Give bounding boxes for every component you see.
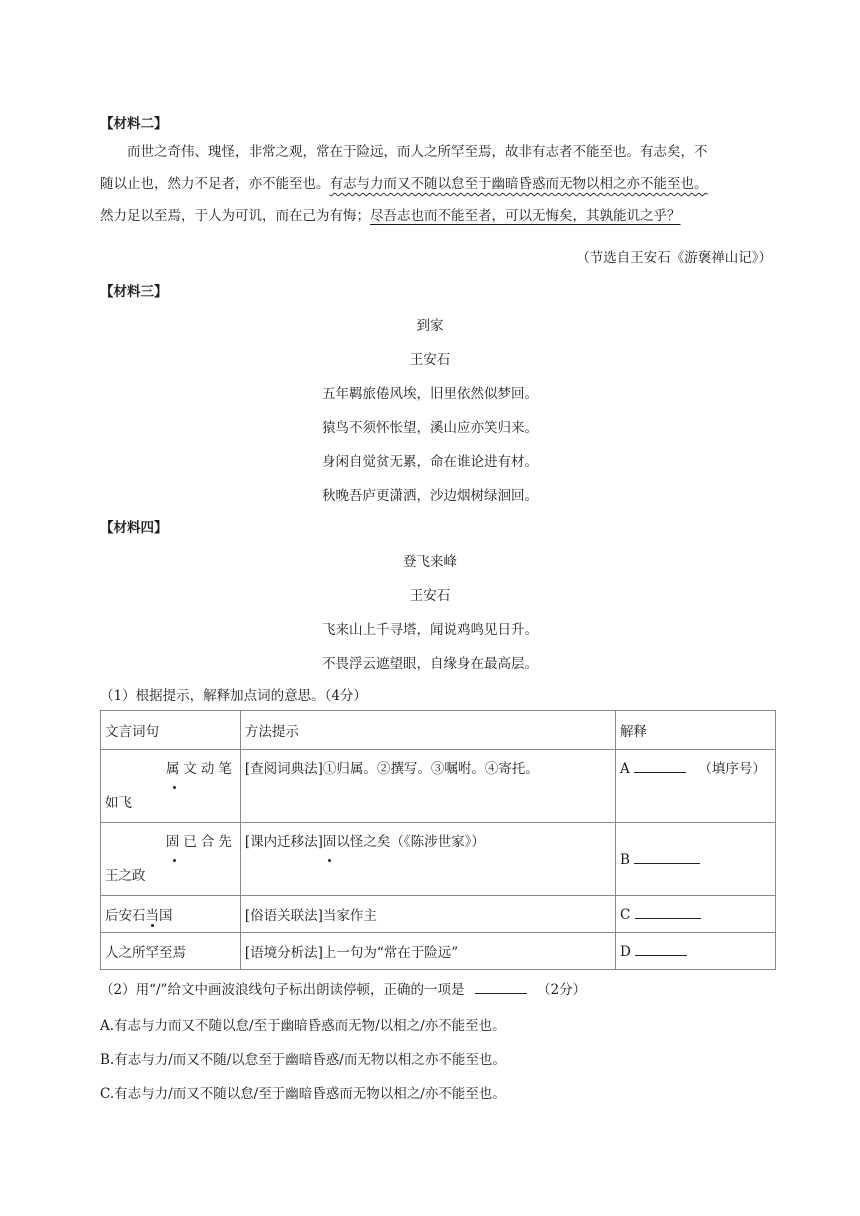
material2-source: （节选自王安石《游褒禅山记》） xyxy=(576,250,772,266)
wavy-underlined-sentence: 有志与力而又不随以怠至于幽暗昏惑而无物以相之亦不能至也。 xyxy=(329,176,708,192)
table-row xyxy=(101,823,776,896)
answer-cell: D xyxy=(616,933,776,970)
table-header: 解释 xyxy=(616,711,776,750)
option-a[interactable]: A.有志与力而又不随以怠/至于幽暗昏惑而无物/以相之/亦不能至也。 xyxy=(100,1018,506,1034)
material2-line-1: 而世之奇伟、瑰怪，非常之观，常在于险远，而人之所罕至焉，故非有志者不能至也。有志矣，不 xyxy=(127,144,708,160)
poem2-title: 登飞来峰 xyxy=(403,554,457,570)
poem2-line: 飞来山上千寻塔，闻说鸡鸣见日升。 xyxy=(322,622,538,638)
material2-line-2: 随以止也，然力不足者，亦不能至也。有志与力而又不随以怠至于幽暗昏惑而无物以相之亦不能至也。 xyxy=(100,176,708,192)
material2-line-3: 然力足以至焉，于人为可讥，而在己为有悔；尽吾志也而不能至者，可以无悔矣，其孰能讥之乎？ xyxy=(100,208,681,224)
question2-prompt: （2）用“/”给文中画波浪线句子标出朗读停顿，正确的一项是 （2分） xyxy=(100,982,587,998)
question1-prompt: （1）根据提示，解释加点词的意思。（4分） xyxy=(100,688,367,704)
table-header: 文言词句 xyxy=(101,711,241,750)
hint-cell: [俗语关联法]当家作主 xyxy=(240,896,615,933)
vocabulary-table xyxy=(100,710,776,970)
table-header: 方法提示 xyxy=(240,711,615,750)
answer-blank[interactable] xyxy=(634,760,686,773)
material2-heading: 【材料二】 xyxy=(100,116,168,132)
answer-blank[interactable] xyxy=(635,943,687,956)
answer-cell: B xyxy=(616,823,776,896)
poem1-line: 猿鸟不须怀怅望，溪山应亦笑归来。 xyxy=(322,420,538,436)
material3-heading: 【材料三】 xyxy=(100,284,168,300)
poem2-author: 王安石 xyxy=(409,588,451,604)
material4-heading: 【材料四】 xyxy=(100,520,168,536)
dotted-word: 当 xyxy=(146,904,160,924)
hint-cell: [课内迁移法]固以怪之矣（《陈涉世家》） xyxy=(240,823,615,896)
poem1-line: 身闲自觉贫无累，命在谁论进有材。 xyxy=(322,454,538,470)
option-b[interactable]: B.有志与力/而又不随/以怠至于幽暗昏惑/而无物以相之亦不能至也。 xyxy=(100,1052,506,1068)
phrase-cell: 人之所罕至焉 xyxy=(101,933,241,970)
answer-blank[interactable] xyxy=(634,851,700,864)
table-row xyxy=(101,750,776,823)
phrase-cell: 属文动笔 如飞 xyxy=(101,750,241,823)
poem1-line: 五年羁旅倦风埃，旧里依然似梦回。 xyxy=(322,386,538,402)
dotted-word: 固 xyxy=(323,825,337,859)
answer-blank[interactable] xyxy=(635,906,701,919)
answer-blank[interactable] xyxy=(475,981,527,994)
table-header-row xyxy=(101,711,776,750)
table-row xyxy=(101,933,776,970)
dotted-word: 固 xyxy=(166,825,184,859)
option-c[interactable]: C.有志与力/而又不随以怠/至于幽暗昏惑而无物以相之/亦不能至也。 xyxy=(100,1086,506,1102)
underlined-sentence: 尽吾志也而不能至者，可以无悔矣，其孰能讥之乎？ xyxy=(370,208,681,224)
hint-cell: [查阅词典法]①归属。②撰写。③嘱咐。④寄托。 xyxy=(240,750,615,823)
hint-cell: [语境分析法]上一句为“常在于险远” xyxy=(240,933,615,970)
phrase-cell: 固已合先 王之政 xyxy=(101,823,241,896)
dotted-word: 属 xyxy=(166,752,184,786)
poem1-line: 秋晚吾庐更潇洒，沙边烟树绿洄回。 xyxy=(322,488,538,504)
poem2-line: 不畏浮云遮望眼，自缘身在最高层。 xyxy=(322,656,538,672)
poem1-author: 王安石 xyxy=(409,352,451,368)
poem1-title: 到家 xyxy=(416,318,444,334)
phrase-cell: 后安石当国 xyxy=(101,896,241,933)
answer-cell: A （填序号） xyxy=(616,750,776,823)
material2-passage xyxy=(100,136,780,232)
table-row xyxy=(101,896,776,933)
answer-cell: C xyxy=(616,896,776,933)
